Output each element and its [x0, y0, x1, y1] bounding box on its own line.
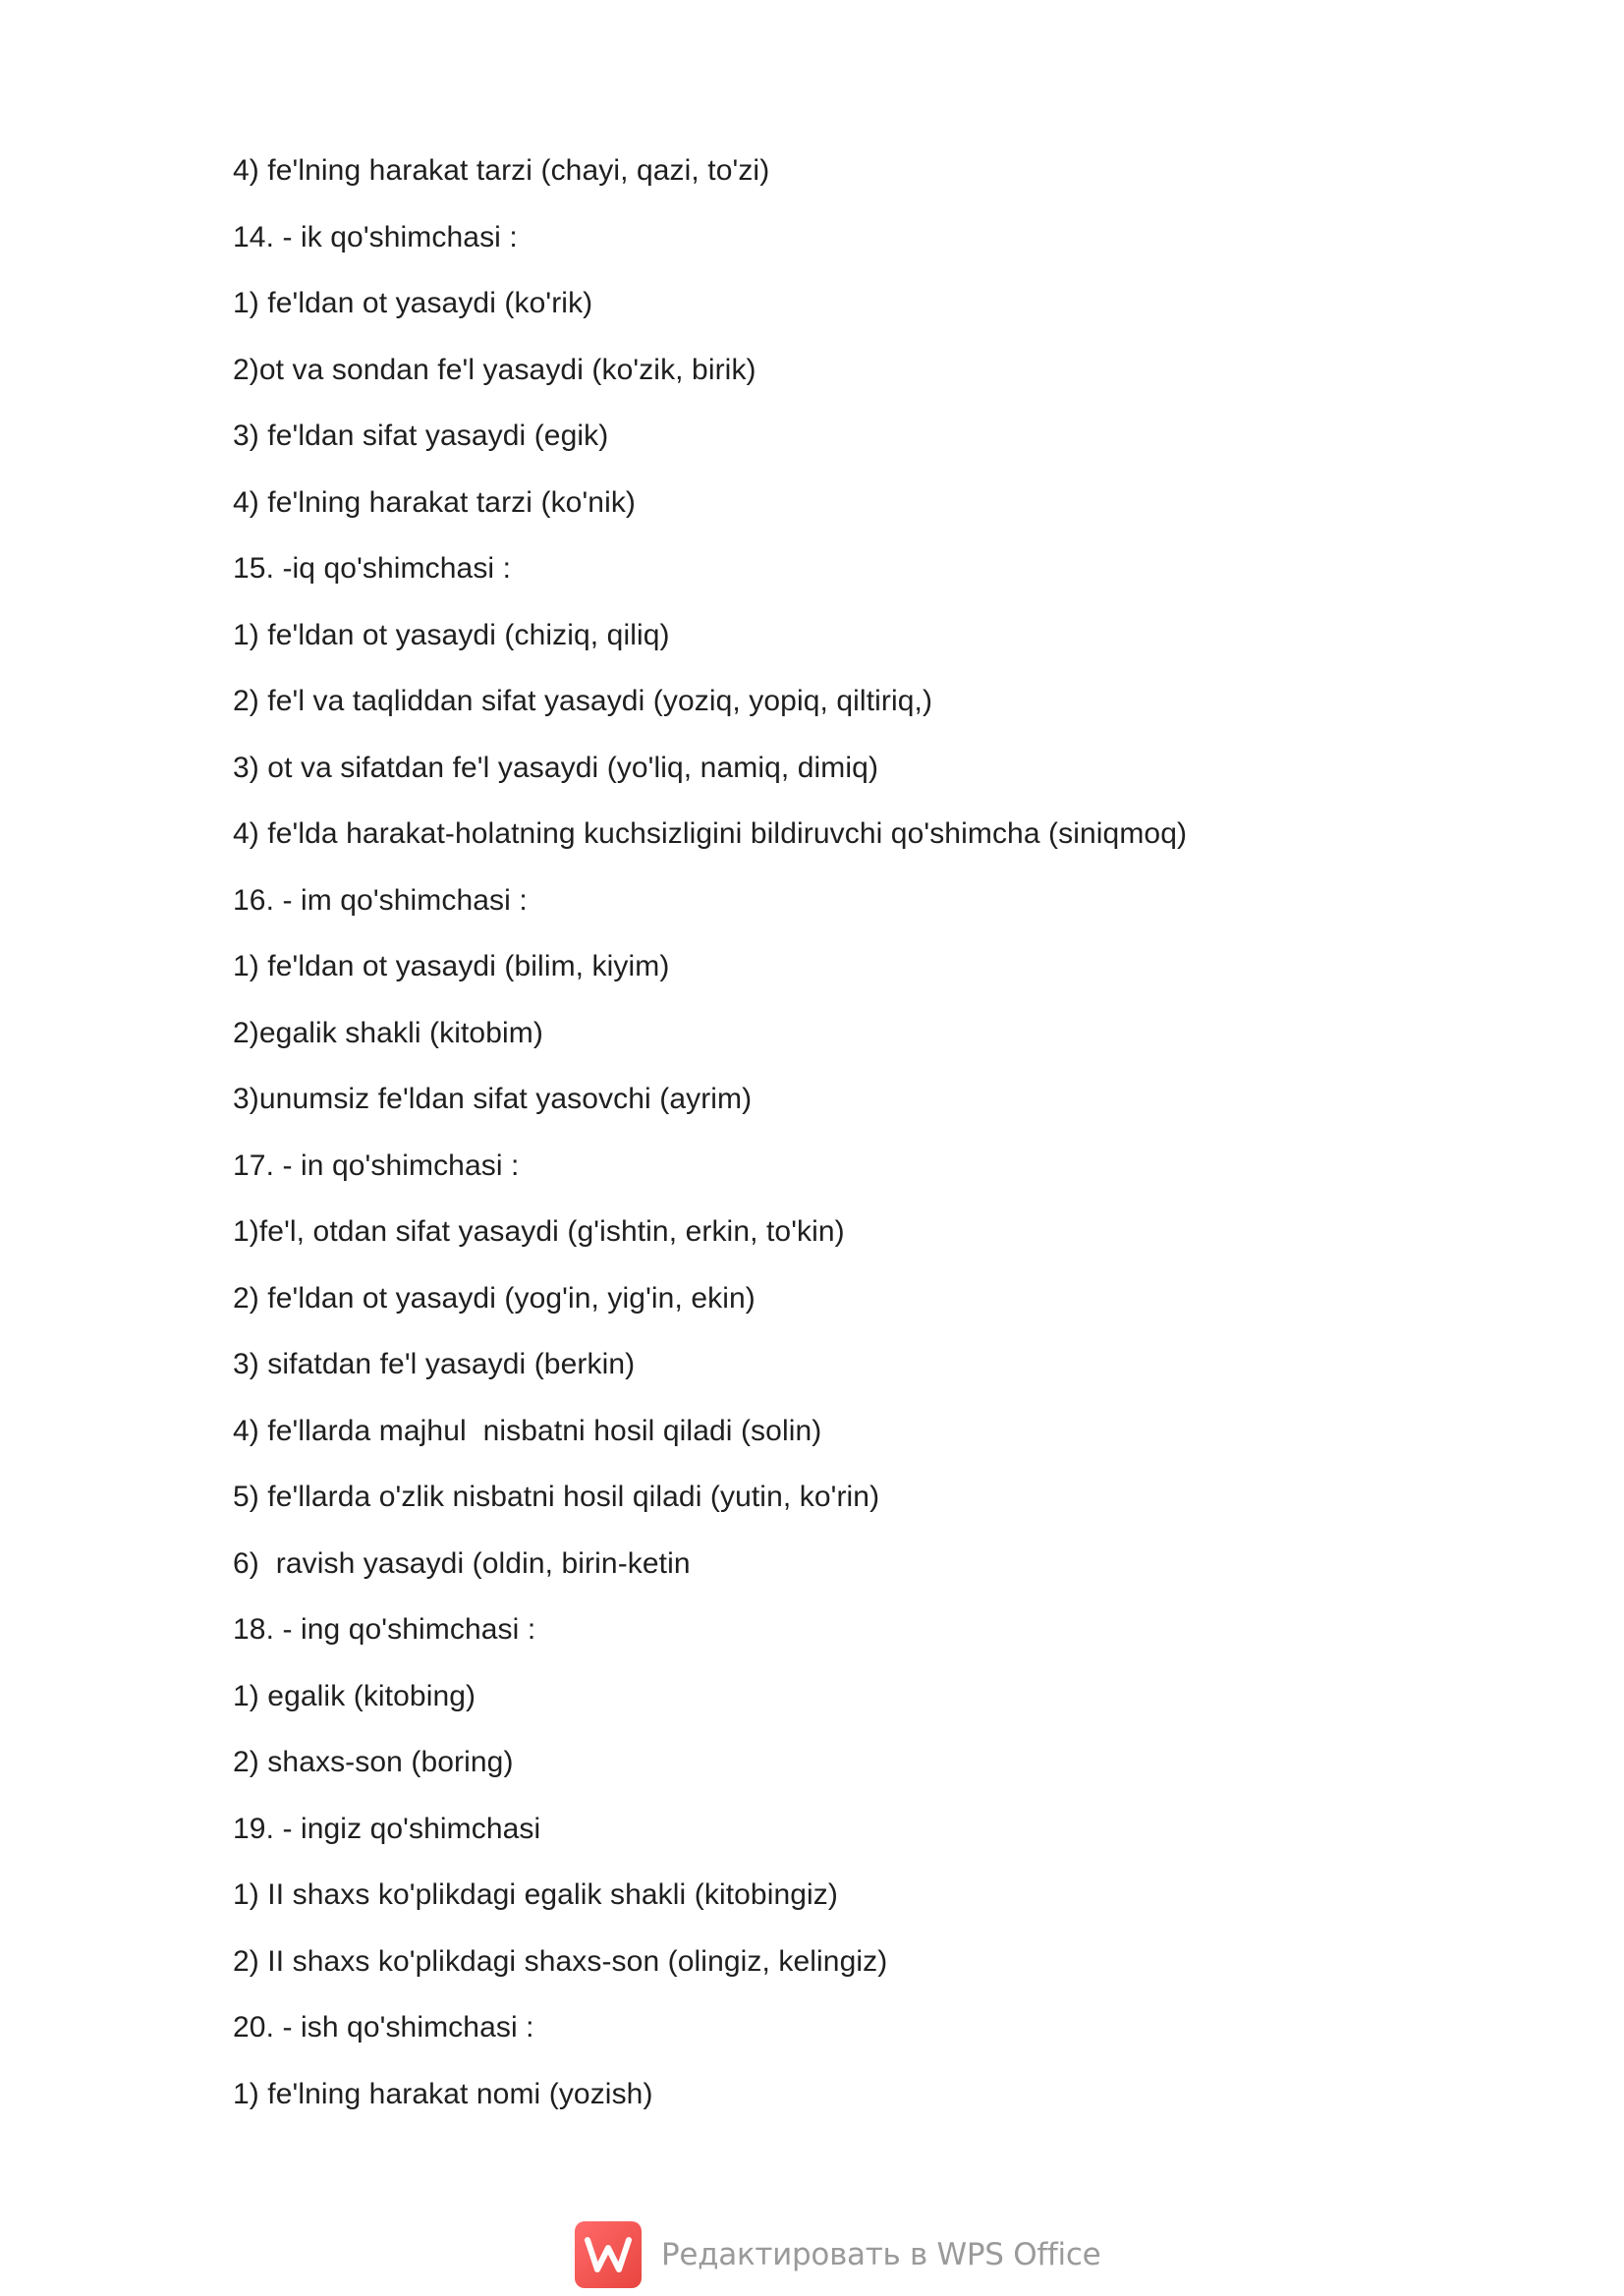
text-line: 3) sifatdan fe'l yasaydi (berkin) — [233, 1348, 636, 1380]
text-line: 2) shaxs-son (boring) — [233, 1746, 514, 1778]
section-heading: 16. - im qo'shimchasi : — [233, 883, 528, 917]
text-line: 6) ravish yasaydi (oldin, birin-ketin — [233, 1546, 691, 1580]
text-line: 4) fe'llarda majhul nisbatni hosil qiladi (solin) — [233, 1414, 822, 1447]
section-heading: 14. - ik qo'shimchasi : — [233, 220, 518, 253]
text-line: 1) fe'ldan ot yasaydi (chiziq, qiliq) — [233, 618, 670, 651]
section-heading: 17. - in qo'shimchasi : — [233, 1148, 520, 1182]
text-line: 3)unumsiz fe'ldan sifat yasovchi (ayrim) — [233, 1083, 753, 1115]
text-line: 3) fe'ldan sifat yasaydi (egik) — [233, 420, 609, 452]
section-heading: 18. - ing qo'shimchasi : — [233, 1613, 536, 1646]
text-line: 2) II shaxs ko'plikdagi shaxs-son (olingiz, kelingiz) — [233, 1944, 888, 1978]
text-line: 2)egalik shakli (kitobim) — [233, 1016, 543, 1049]
text-line: 3) ot va sifatdan fe'l yasaydi (yo'liq, namiq, dimiq) — [233, 751, 879, 784]
text-line: 4) fe'lning harakat tarzi (ko'nik) — [233, 485, 637, 519]
text-line: 1) fe'lning harakat nomi (yozish) — [233, 2077, 653, 2110]
text-line: 2) fe'l va taqliddan sifat yasaydi (yoziq, yopiq, qiltiriq,) — [233, 685, 933, 717]
text-line: 1) fe'ldan ot yasaydi (ko'rik) — [233, 287, 593, 319]
section-heading: 20. - ish qo'shimchasi : — [233, 2011, 534, 2044]
section-heading: 19. - ingiz qo'shimchasi — [233, 1812, 541, 1845]
text-line: 1) egalik (kitobing) — [233, 1679, 476, 1712]
section-heading: 15. -iq qo'shimchasi : — [233, 552, 512, 585]
text-line: 2) fe'ldan ot yasaydi (yog'in, yig'in, ekin) — [233, 1281, 756, 1315]
text-line: 1) fe'ldan ot yasaydi (bilim, kiyim) — [233, 950, 670, 982]
text-line: 5) fe'llarda o'zlik nisbatni hosil qiladi (yutin, ko'rin) — [233, 1481, 880, 1513]
wps-logo-icon — [575, 2221, 642, 2288]
text-line: 2)ot va sondan fe'l yasaydi (ko'zik, birik) — [233, 353, 756, 386]
document-body — [233, 147, 1510, 2137]
text-line: 4) fe'lning harakat tarzi (chayi, qazi, to'zi) — [233, 154, 770, 187]
text-line: 1)fe'l, otdan sifat yasaydi (g'ishtin, erkin, to'kin) — [233, 1215, 845, 1248]
text-line: 1) II shaxs ko'plikdagi egalik shakli (kitobingiz) — [233, 1878, 839, 1911]
wps-edit-link[interactable]: Редактировать в WPS Office — [661, 2237, 1101, 2272]
text-line: 4) fe'lda harakat-holatning kuchsizligini bildiruvchi qo'shimcha (siniqmoq) — [233, 817, 1188, 850]
wps-edit-banner[interactable] — [575, 2220, 1100, 2289]
